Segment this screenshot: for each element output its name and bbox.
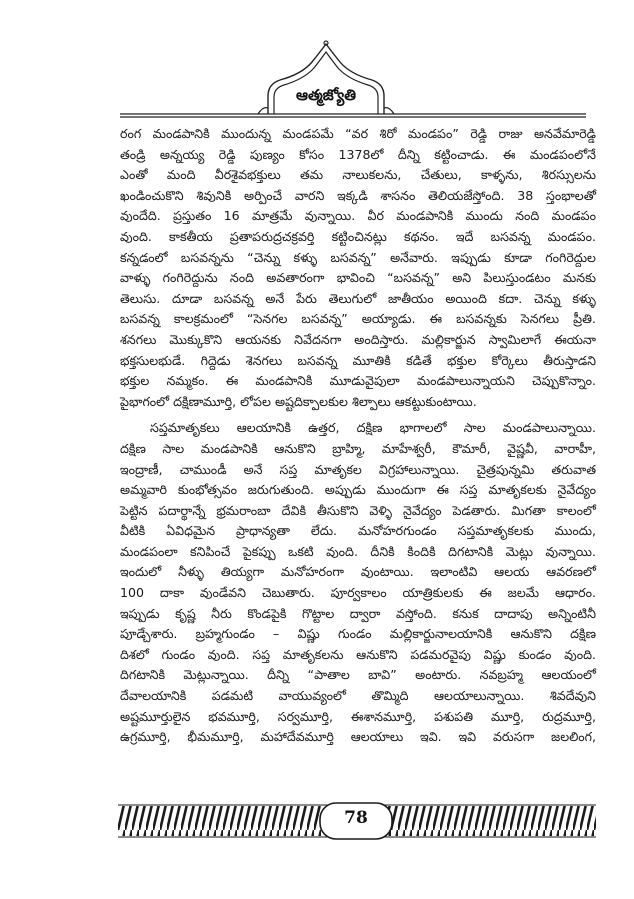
text-line: శనగలు మొక్కుకొని ఆయనకు నివేదనగా అందిస్తారు. మల్లికార్జున స్వామిలాగే ఈయనా <box>120 331 596 347</box>
text-line: ఇప్పుడు కృష్ణ నీరు కొండపైకి గొట్టాల ద్వారా వస్తోంది. కనుక దాదాపు అన్నింటినీ <box>120 605 596 621</box>
text-line: వాళ్ళు గంగిరెద్దును నంది అవతారంగా భావించి “బసవన్న” అని పిలుస్తుండటం మనకు <box>120 270 596 286</box>
text-line: దేవాలయానికి పడమటి వాయువ్యంలో తొమ్మిది ఆలయాలున్నాయి. శివదేవుని <box>120 688 596 704</box>
text-line: తెలుసు. దూడా బసవన్న అనే పేరు తెలుగులో జాతీయం అయింది కదా. చెన్ను కళ్ళు <box>120 290 596 306</box>
text-line: మండపంలా కనిపించే పైకప్పు ఒకటి వుంది. దీనికి కిందికి దిగటానికి మెట్లు వున్నాయి. <box>120 543 596 559</box>
text-line: పైభాగంలో దక్షిణామూర్తి, లోపల అష్టదిక్పాలకుల శిల్పాలు ఆకట్టుకుంటాయి. <box>120 393 477 409</box>
text-line: ఇంద్రాణీ, చాముండీ అనే సప్త మాతృకల విగ్రహాలున్నాయి. చైత్రపున్నమి తరువాత <box>120 461 596 477</box>
text-line: వీటికి ఏవిధమైన ప్రాధాన్యతా లేదు. మనోహరగుండం సప్తమాతృకలకు ముందు, <box>120 523 596 539</box>
text-line: భక్తసులభుడే. గిద్దెడు శెనగలు బసవన్న మూతికి కడితే భక్తుల కోర్కెలు తీరుస్తాడని <box>120 352 596 368</box>
text-line: అమ్మవారి కుంభోత్సవం జరుగుతుంది. అప్పుడు ముందుగా ఈ సప్త మాతృకలకు నైవేద్యం <box>120 482 596 498</box>
text-line: ఉగ్రమూర్తి, భీమమూర్తి, మహాదేవమూర్తి ఆలయాలు ఇవి. ఇవి వరుసగా జలలింగ, <box>120 729 596 745</box>
text-line: వుందేది. ప్రస్తుతం 16 మాత్రమే వున్నాయి. వీర మండపానికి ముందు నంది మండపం <box>120 208 596 224</box>
text-line: పెట్టిన పదార్థాన్నే భ్రమరాంబా దేవికి తీసుకొని వెళ్ళి నైవేద్యం పెడతారు. మిగతా కాలంలో <box>120 502 596 518</box>
page-body <box>120 124 596 748</box>
text-line: దక్షిణ సాల మండపానికి ఆనుకొని బ్రాహ్మి, మాహేశ్వరీ, కౌమారీ, వైష్ణవీ, వారాహీ, <box>120 440 596 456</box>
text-line: సప్తమాతృకలు ఆలయానికి ఉత్తర, దక్షిణ భాగాలలో సాల మండపాలున్నాయి. <box>150 420 596 436</box>
text-line: రంగ మండపానికి ముందున్న మండపమే “వర శిరో మండపం” రెడ్డి రాజు అనవేమారెడ్డి <box>120 126 596 141</box>
header-title: ఆత్మజ్యోతి <box>296 86 356 104</box>
text-line: అష్టమూర్తులైన భవమూర్తి, సర్వమూర్తి, ఈశానమూర్తి, పశుపతి మూర్తి, రుద్రమూర్తి, <box>120 708 596 724</box>
text-line: దిగటానికి మెట్లున్నాయి. దీన్ని “పాతాల బావి” అంటారు. నవబ్రహ్మ ఆలయంలో <box>120 667 596 683</box>
page-header <box>118 40 588 130</box>
text-line: 100 దాకా వుండేవని చెబుతారు. పూర్వకాలం యాత్రికులకు ఈ జలమే ఆధారం. <box>120 585 596 601</box>
text-line: వుంది. కాకతీయ ప్రతాపరుద్రచక్రవర్తి కట్టించినట్లు కథనం. ఇదే బసవన్న మండపం. <box>120 228 596 244</box>
text-line: ఎంతో మంది వీరశైవభక్తులు తమ నాలుకలను, చేతులు, కాళ్ళను, శిరస్సులను <box>120 167 596 183</box>
text-line: పూడ్చేశారు. బ్రహ్మగుండం – విష్ణు గుండం మల్లికార్జునాలయానికి ఆనుకొని దక్షిణ <box>120 626 596 642</box>
text-line: బసవన్న కాలక్రమంలో “సెనగల బసవన్న” అయ్యాడు. ఈ బసవన్నకు సెనగలు ప్రీతి. <box>120 311 596 327</box>
paragraph-first-line <box>120 418 596 439</box>
text-line: కన్నడంలో బసవన్నను “చెన్ను కళ్ళు బసవన్న” అనేవారు. ఇప్పుడు కూడా గంగిరెద్దుల <box>120 249 596 265</box>
text-line: తండ్రి అన్నయ్య రెడ్డి పుణ్యం కోసం 1378లో దీన్ని కట్టించాడు. ఈ మండపంలోనే <box>120 146 596 162</box>
page-number: 78 <box>344 808 368 828</box>
text-line: ఖండించుకొని శివునికి అర్పించే వారని ఇక్కడి శాసనం తెలియజేస్తోంది. 38 స్తంభాలతో <box>120 187 596 203</box>
text-line: దిశలో గుండం వుంది. సప్త మాతృకలను ఆనుకొని పడమరవైపు విష్ణు కుండం వుంది. <box>120 646 596 662</box>
page-footer <box>118 800 596 842</box>
header-ornament <box>118 40 588 130</box>
text-line: ఇందులో నీళ్ళు తియ్యగా మనోహరంగా వుంటాయి. ఇలాంటివి ఆలయ ఆవరణలో <box>120 564 596 580</box>
text-line: భక్తుల నమ్మకం. ఈ మండపానికి మూడువైపులా మండపాలున్నాయని చెప్పుకొన్నాం. <box>120 373 596 389</box>
